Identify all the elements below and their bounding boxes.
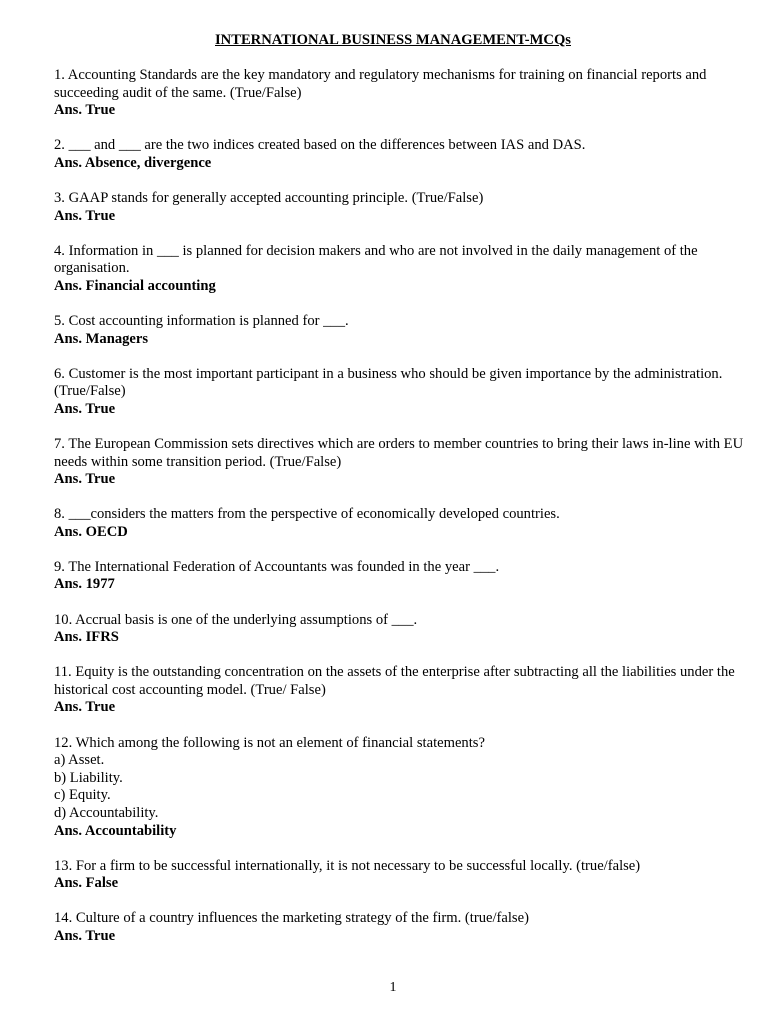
question-text: 14. Culture of a country influences the marketing strategy of the firm. (true/false) [54, 910, 529, 927]
question-item [54, 858, 744, 893]
answer-text: Ans. False [54, 875, 119, 892]
answer-text: Ans. True [54, 207, 116, 224]
answer-option: c) Equity. [54, 787, 111, 804]
question-text: 2. ___ and ___ are the two indices created based on the differences between IAS and DAS. [54, 137, 586, 154]
question-text: 7. The European Commission sets directives which are orders to member countries to bring their laws in-line with EU needs within some transition period. (True/False) [54, 435, 744, 470]
answer-option: b) Liability. [54, 769, 123, 786]
question-item [54, 67, 744, 120]
document-title: INTERNATIONAL BUSINESS MANAGEMENT-MCQs [215, 32, 571, 48]
answer-text: Ans. Absence, divergence [54, 154, 212, 171]
question-item [54, 313, 744, 348]
answer-text: Ans. True [54, 927, 116, 944]
question-item [54, 664, 744, 717]
question-item [54, 366, 744, 419]
question-text: 3. GAAP stands for generally accepted accounting principle. (True/False) [54, 189, 484, 206]
question-text: 1. Accounting Standards are the key mandatory and regulatory mechanisms for training on financial reports and succeeding audit of the same. (True/False) [54, 67, 707, 101]
answer-text: Ans. Financial accounting [54, 277, 216, 294]
question-item [54, 735, 744, 841]
question-item [54, 506, 744, 541]
question-text: 9. The International Federation of Accountants was founded in the year ___. [54, 558, 500, 575]
answer-text: Ans. OECD [54, 523, 128, 540]
answer-text: Ans. True [54, 102, 116, 119]
question-item [54, 436, 744, 489]
question-list [54, 67, 744, 963]
question-item [54, 243, 744, 296]
answer-text: Ans. True [54, 400, 116, 417]
answer-option: d) Accountability. [54, 804, 159, 821]
answer-text: Ans. True [54, 471, 116, 488]
question-item [54, 190, 744, 225]
answer-text: Ans. IFRS [54, 629, 119, 646]
answer-text: Ans. Managers [54, 330, 149, 347]
question-text: 13. For a firm to be successful internationally, it is not necessary to be successful locally. (true/false) [54, 857, 641, 874]
question-text: 6. Customer is the most important participant in a business who should be given importance by the administration. (True/False) [54, 365, 723, 400]
question-text: 8. ___considers the matters from the perspective of economically developed countries. [54, 506, 560, 523]
question-text: 12. Which among the following is not an element of financial statements? [54, 734, 485, 751]
question-item [54, 137, 744, 172]
question-item [54, 612, 744, 647]
answer-option: a) Asset. [54, 752, 105, 769]
answer-text: Ans. Accountability [54, 822, 177, 839]
question-item [54, 910, 744, 945]
page-number: 1 [389, 980, 397, 995]
question-text: 10. Accrual basis is one of the underlying assumptions of ___. [54, 611, 418, 628]
question-text: 11. Equity is the outstanding concentration on the assets of the enterprise after subtracting all the liabilities under the historical cost accounting model. (True/ False) [54, 664, 735, 698]
question-text: 4. Information in ___ is planned for decision makers and who are not involved in the daily management of the organisation. [54, 242, 698, 277]
answer-text: Ans. True [54, 699, 116, 716]
question-item [54, 559, 744, 594]
question-text: 5. Cost accounting information is planned for ___. [54, 312, 349, 329]
answer-text: Ans. 1977 [54, 576, 115, 593]
